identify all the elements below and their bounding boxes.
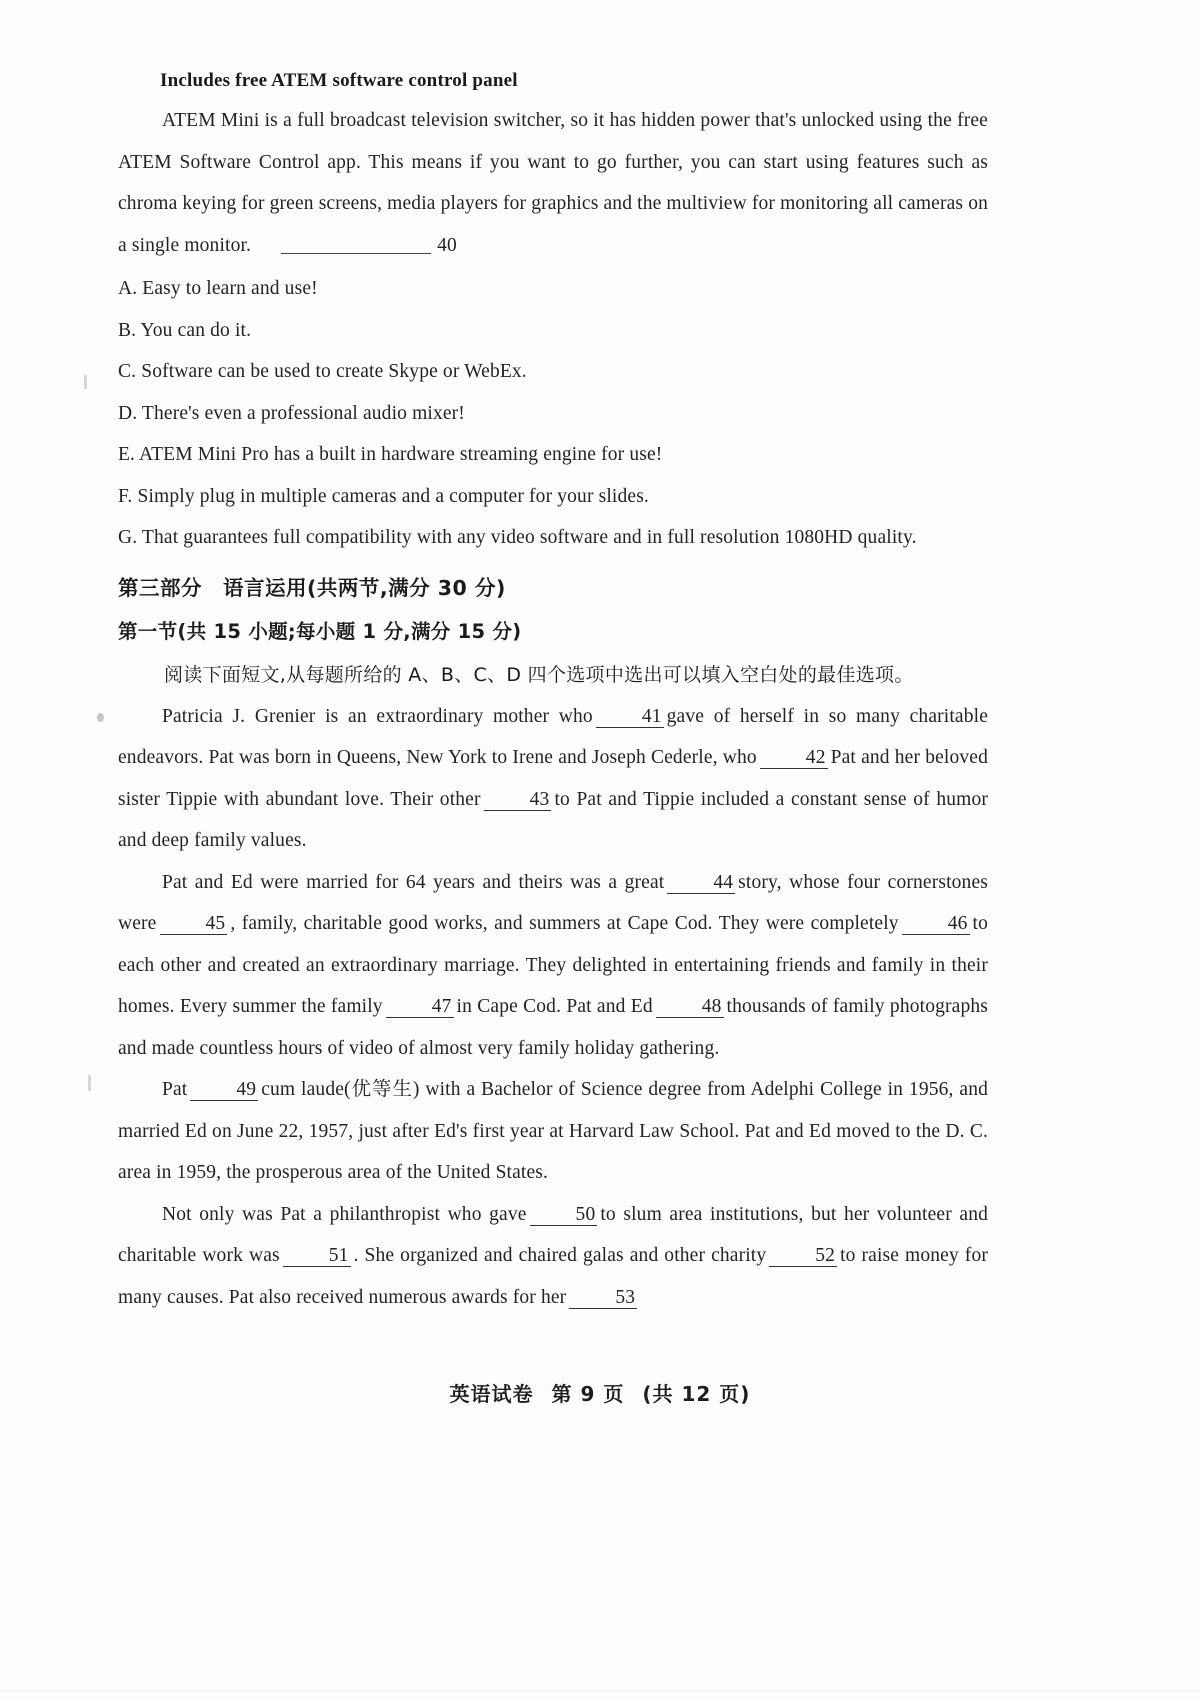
option-e: E. ATEM Mini Pro has a built in hardware streaming engine for use! xyxy=(118,444,663,465)
cloze-paragraph-2 xyxy=(118,862,988,1070)
cloze-p1-s1: Patricia J. Grenier is an extraordinary mother who xyxy=(162,705,593,727)
cloze-blank-42: 42 xyxy=(760,748,828,769)
cloze-p2-s5: in Cape Cod. Pat and Ed xyxy=(456,996,653,1017)
cloze-p4-s3: . She organized and chaired galas and other charity xyxy=(353,1245,767,1266)
cloze-blank-46: 46 xyxy=(902,914,970,935)
cloze-blank-50: 50 xyxy=(530,1205,598,1226)
cloze-blank-44: 44 xyxy=(667,873,735,894)
cloze-blank-53: 53 xyxy=(569,1288,637,1309)
cloze-p2-s3: , family, charitable good works, and summers at Cape Cod. They were completely xyxy=(230,913,899,934)
cloze-paragraph-4 xyxy=(118,1194,988,1319)
section-one-title: 第一节(共 15 小题;每小题 1 分,满分 15 分) xyxy=(118,619,522,643)
page-footer xyxy=(0,1378,1200,1407)
option-g: G. That guarantees full compatibility with any video software and in full resolution 1080HD quality. xyxy=(118,527,917,548)
cloze-p1-s3: Pat and her beloved sister Tippie with abundant love. Their other xyxy=(118,747,988,810)
cloze-p1-s2: gave of herself in so many charitable endeavors. Pat was born in Queens, New York to Irene and Joseph Cederle, who xyxy=(118,705,988,768)
section-heading: Includes free ATEM software control panel xyxy=(160,70,518,91)
section-one-instruction: 阅读下面短文,从每题所给的 A、B、C、D 四个选项中选出可以填入空白处的最佳选项。 xyxy=(164,663,914,686)
part-three-title: 第三部分 语言运用(共两节,满分 30 分) xyxy=(118,575,506,600)
cloze-p4-s1: Not only was Pat a philanthropist who gave xyxy=(162,1203,527,1225)
cloze-p4-s2: to slum area institutions, but her volunteer and charitable work was xyxy=(118,1203,988,1266)
footer-subject: 英语试卷 xyxy=(449,1382,534,1406)
cloze-blank-47: 47 xyxy=(386,997,454,1018)
cloze-blank-52: 52 xyxy=(769,1246,837,1267)
cloze-paragraph-3 xyxy=(118,1069,988,1194)
cloze-p3-s2: cum laude(优等生) with a Bachelor of Science degree from Adelphi College in 1956, and married Ed on June 22, 1957, just after Ed's first year at Harvard Law School. Pat and Ed moved to the D. C. area in 1959, the prosperous area of the United States. xyxy=(118,1079,988,1183)
footer-page-number: 第 9 页 xyxy=(551,1382,625,1406)
cloze-p2-s2: story, whose four cornerstones were xyxy=(118,871,988,934)
scan-artifact xyxy=(88,1075,91,1091)
blank-number-40: 40 xyxy=(437,234,457,256)
passage-intro-text: ATEM Mini is a full broadcast television switcher, so it has hidden power that's unlocked using the free ATEM Software Control app. This means if you want to go further, you can start using features such as chroma keying for green screens, media players for graphics and the multiview for monitoring all cameras on a single monitor. xyxy=(118,110,988,256)
cloze-paragraph-1 xyxy=(118,696,988,862)
document-body xyxy=(118,70,988,1318)
option-b: B. You can do it. xyxy=(118,319,252,341)
cloze-p2-s6: thousands of family photographs and made countless hours of video of almost very family holiday gathering. xyxy=(118,996,988,1059)
cloze-p1-s4: to Pat and Tippie included a constant sense of humor and deep family values. xyxy=(118,788,988,851)
cloze-p3-s1: Pat xyxy=(162,1079,188,1100)
cloze-p2-s1: Pat and Ed were married for 64 years and theirs was a great xyxy=(162,871,665,893)
cloze-blank-48: 48 xyxy=(656,997,724,1018)
cloze-p4-s4: to raise money for many causes. Pat also received numerous awards for her xyxy=(118,1245,988,1308)
cloze-blank-51: 51 xyxy=(283,1246,351,1267)
scan-artifact xyxy=(84,375,87,389)
option-c: C. Software can be used to create Skype or WebEx. xyxy=(118,361,527,382)
cloze-blank-41: 41 xyxy=(596,707,664,728)
option-a: A. Easy to learn and use! xyxy=(118,278,318,299)
option-f: F. Simply plug in multiple cameras and a computer for your slides. xyxy=(118,485,649,507)
cloze-p2-s4: to each other and created an extraordinary marriage. They delighted in entertaining friends and family in their homes. Every summer the family xyxy=(118,913,988,1017)
scan-artifact xyxy=(97,713,104,722)
option-d: D. There's even a professional audio mixer! xyxy=(118,402,465,424)
cloze-blank-49: 49 xyxy=(190,1080,258,1101)
blank-underline-40 xyxy=(281,253,431,254)
cloze-blank-43: 43 xyxy=(484,790,552,811)
cloze-blank-45: 45 xyxy=(160,914,228,935)
page-edge-line xyxy=(0,1690,1200,1691)
passage-intro xyxy=(118,100,988,266)
footer-total-pages: (共 12 页) xyxy=(642,1382,751,1406)
